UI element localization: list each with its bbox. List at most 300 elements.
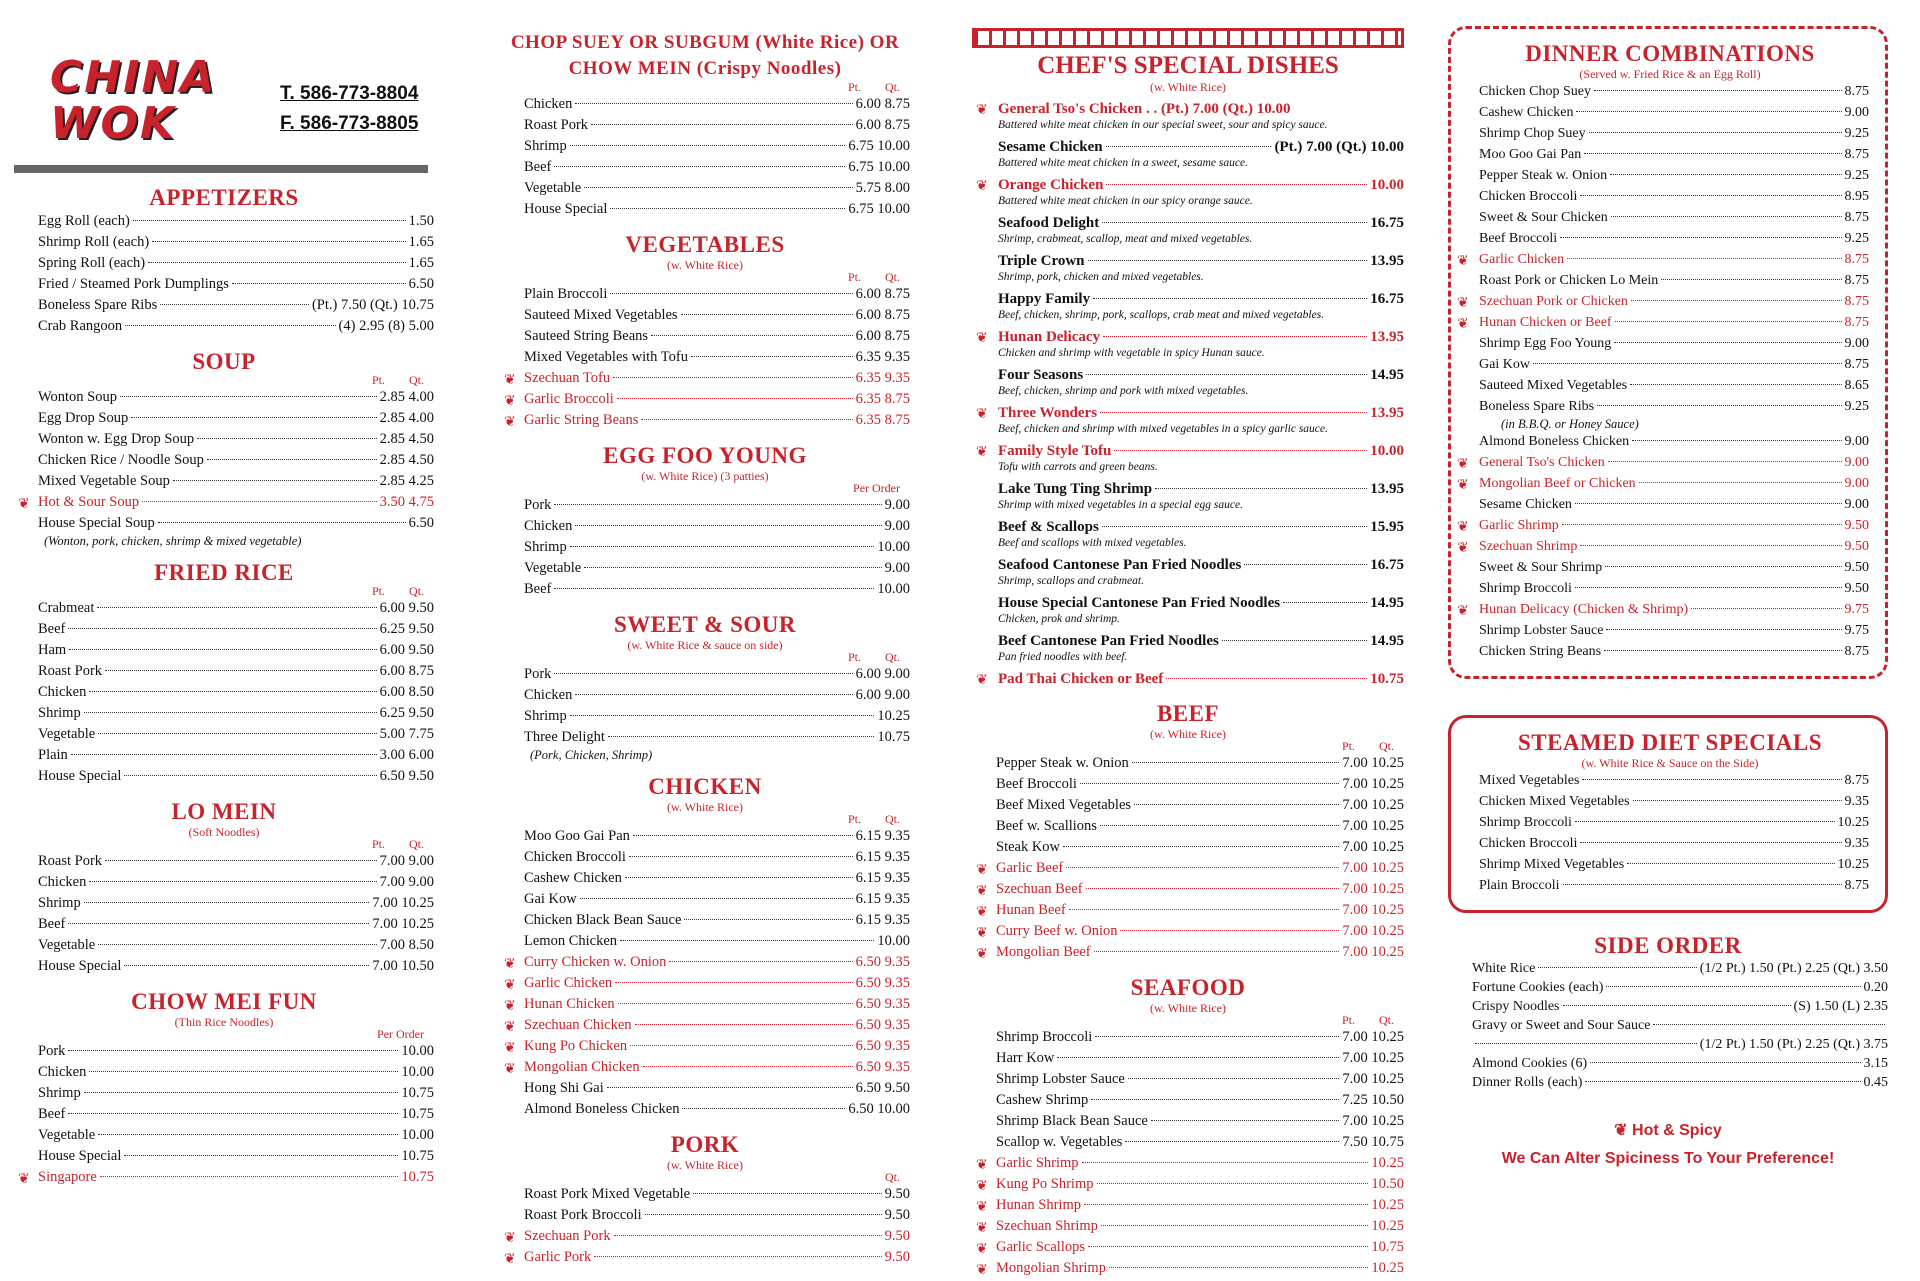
menu-item[interactable]: [500, 178, 910, 199]
menu-item[interactable]: [500, 537, 910, 558]
menu-item[interactable]: [1457, 536, 1869, 557]
item-name: Shrimp Lobster Sauce: [996, 1071, 1125, 1087]
item-description: Beef, chicken, shrimp, pork, scallops, crab meat and mixed vegetables.: [998, 309, 1325, 321]
menu-item[interactable]: [14, 1104, 434, 1125]
item-price: 9.00: [1844, 497, 1869, 512]
item-name: Four Seasons: [998, 367, 1084, 383]
menu-item[interactable]: [972, 879, 1404, 900]
menu-item[interactable]: [500, 847, 910, 868]
menu-item[interactable]: [1471, 81, 1869, 102]
dot-leader: [681, 314, 853, 315]
menu-item[interactable]: [1471, 812, 1869, 833]
menu-item[interactable]: [1471, 791, 1869, 812]
menu-item[interactable]: [500, 199, 910, 220]
menu-item[interactable]: [500, 1226, 910, 1247]
chili-pepper-icon: ❦: [1457, 316, 1469, 332]
menu-item[interactable]: [500, 558, 910, 579]
item-price: 10.00: [1370, 177, 1404, 193]
dot-leader: [554, 504, 881, 505]
item-price: 10.00: [877, 933, 910, 949]
item-price: 9.35: [1844, 836, 1869, 851]
item-name: Crispy Noodles: [1472, 999, 1560, 1014]
menu-item[interactable]: [500, 1015, 910, 1036]
menu-item[interactable]: [14, 956, 434, 977]
dot-leader: [68, 923, 369, 924]
dot-leader: [1063, 846, 1339, 847]
menu-item[interactable]: [500, 516, 910, 537]
fax-number: F. 586-773-8805: [280, 113, 419, 134]
item-name: Cashew Chicken: [1479, 105, 1574, 120]
menu-item[interactable]: [500, 952, 910, 973]
chef-special-item[interactable]: [972, 100, 1404, 132]
menu-item[interactable]: [972, 921, 1404, 942]
menu-item[interactable]: [500, 994, 910, 1015]
menu-item[interactable]: [972, 1153, 1404, 1174]
menu-item[interactable]: [1471, 854, 1869, 875]
item-name: Garlic Scallops: [996, 1239, 1085, 1255]
item-name: Beef Broccoli: [996, 776, 1077, 792]
menu-item[interactable]: [1471, 557, 1869, 578]
section-title: APPETIZERS: [149, 185, 299, 210]
menu-item[interactable]: [972, 1195, 1404, 1216]
menu-item[interactable]: [1471, 354, 1869, 375]
dot-leader: [570, 145, 846, 146]
dot-leader: [98, 733, 376, 734]
diet-specials-list: [1471, 770, 1869, 896]
item-price: 9.50: [884, 1249, 910, 1265]
dot-leader: [1114, 450, 1367, 451]
menu-column-2: [500, 0, 910, 1268]
menu-item[interactable]: [14, 1083, 434, 1104]
price-column-headers: [500, 1170, 910, 1184]
menu-item[interactable]: [972, 1048, 1404, 1069]
menu-item[interactable]: [500, 1184, 910, 1205]
menu-item[interactable]: [972, 900, 1404, 921]
menu-item[interactable]: [1471, 770, 1869, 791]
item-name: Roast Pork Broccoli: [524, 1207, 642, 1223]
item-price: 9.00: [884, 560, 910, 576]
menu-item[interactable]: [14, 935, 434, 956]
menu-item[interactable]: [500, 579, 910, 600]
menu-item[interactable]: [14, 893, 434, 914]
chef-item-line: [998, 404, 1404, 423]
spiciness-note: We Can Alter Spiciness To Your Preference!: [1501, 1150, 1835, 1167]
dot-leader: [684, 919, 852, 920]
dot-leader: [89, 1071, 398, 1072]
menu-item[interactable]: [500, 889, 910, 910]
item-price: 10.00: [401, 1127, 434, 1143]
item-price: 6.50 9.35: [855, 1038, 910, 1054]
chili-pepper-icon: ❦: [1457, 603, 1469, 619]
chef-special-item[interactable]: [972, 328, 1404, 360]
item-price: 9.50: [1844, 581, 1869, 596]
dot-leader: [575, 525, 881, 526]
item-price: 9.00: [1844, 105, 1869, 120]
menu-item[interactable]: [972, 1132, 1404, 1153]
item-price: 6.35 9.35: [855, 370, 910, 386]
chef-special-item[interactable]: [972, 214, 1404, 246]
item-price: 9.00: [1844, 476, 1869, 491]
dot-leader: [1151, 1120, 1340, 1121]
chef-special-item[interactable]: [972, 518, 1404, 550]
dot-leader: [635, 1024, 853, 1025]
item-name: Mongolian Beef or Chicken: [1479, 476, 1636, 491]
menu-item[interactable]: [500, 94, 910, 115]
chef-special-item[interactable]: [972, 252, 1404, 284]
chef-item-line: [998, 632, 1404, 651]
menu-item[interactable]: [14, 914, 434, 935]
menu-item[interactable]: [500, 1078, 910, 1099]
menu-item[interactable]: [14, 724, 434, 745]
item-price: 8.75: [1844, 273, 1869, 288]
section-subtitle: (w. White Rice): [1150, 727, 1226, 741]
menu-item[interactable]: [500, 136, 910, 157]
item-name: Moo Goo Gai Pan: [524, 828, 630, 844]
item-name: Shrimp Broccoli: [1479, 581, 1572, 596]
menu-item[interactable]: [500, 368, 910, 389]
menu-item[interactable]: [14, 745, 434, 766]
phone-number[interactable]: T. 586-773-8804: [280, 83, 419, 104]
item-name: Orange Chicken: [998, 177, 1104, 193]
menu-item[interactable]: [500, 727, 910, 748]
item-price: 8.75: [1844, 878, 1869, 893]
menu-item[interactable]: [500, 326, 910, 347]
chef-special-item[interactable]: [972, 670, 1404, 689]
item-price: 13.95: [1370, 329, 1404, 345]
item-price: 6.15 9.35: [855, 891, 910, 907]
item-name: Gai Kow: [1479, 357, 1530, 372]
menu-item[interactable]: [14, 295, 434, 316]
item-price: 7.00 10.25: [1342, 860, 1404, 876]
menu-item[interactable]: [14, 232, 434, 253]
menu-item[interactable]: [14, 619, 434, 640]
menu-item[interactable]: [14, 1146, 434, 1167]
dot-leader: [1606, 629, 1841, 630]
greek-key-border: [972, 28, 1404, 48]
menu-item[interactable]: [14, 211, 434, 232]
chef-item-line: [998, 100, 1404, 119]
menu-item[interactable]: [14, 450, 434, 471]
menu-item[interactable]: [1471, 207, 1869, 228]
menu-item[interactable]: [14, 1062, 434, 1083]
item-name: Almond Cookies (6): [1472, 1056, 1588, 1071]
chef-special-item[interactable]: [972, 480, 1404, 512]
menu-item[interactable]: [1471, 123, 1869, 144]
section-subtitle: (w. White Rice) (3 patties): [641, 469, 769, 483]
item-description: Shrimp, pork, chicken and mixed vegetables.: [998, 271, 1204, 283]
item-price: 10.75: [877, 729, 910, 745]
item-price: 14.95: [1370, 633, 1404, 649]
menu-item[interactable]: [14, 766, 434, 787]
menu-item[interactable]: [1448, 959, 1888, 978]
item-price: 6.50 9.50: [855, 1080, 910, 1096]
chef-special-item[interactable]: [972, 366, 1404, 398]
menu-item[interactable]: [972, 942, 1404, 963]
chili-pepper-icon: ❦: [504, 998, 516, 1014]
item-name: Beef: [38, 916, 66, 932]
section-subtitle: (w. White Rice): [667, 258, 743, 272]
menu-item[interactable]: [1471, 620, 1869, 641]
menu-item[interactable]: [1457, 452, 1869, 473]
menu-item[interactable]: [972, 1174, 1404, 1195]
menu-item[interactable]: [500, 1057, 910, 1078]
menu-item[interactable]: [14, 682, 434, 703]
dot-leader: [105, 860, 377, 861]
menu-item[interactable]: [14, 429, 434, 450]
dot-leader: [1585, 1081, 1860, 1082]
menu-item[interactable]: [1471, 875, 1869, 896]
menu-item[interactable]: [1457, 291, 1869, 312]
item-price: 7.00 8.50: [379, 937, 434, 953]
chef-special-item[interactable]: [972, 138, 1404, 170]
menu-item[interactable]: [972, 1258, 1404, 1279]
menu-item[interactable]: [1471, 144, 1869, 165]
item-name: Plain: [38, 747, 68, 763]
menu-item[interactable]: [1457, 312, 1869, 333]
menu-item[interactable]: [972, 1027, 1404, 1048]
menu-item[interactable]: [1471, 375, 1869, 396]
menu-item[interactable]: [14, 408, 434, 429]
menu-item[interactable]: [1471, 186, 1869, 207]
menu-item[interactable]: [1471, 270, 1869, 291]
menu-item[interactable]: [14, 274, 434, 295]
item-price: 6.35 8.75: [855, 412, 910, 428]
chef-special-item[interactable]: [972, 556, 1404, 588]
item-price: 9.00: [1844, 455, 1869, 470]
item-name: Sauteed Mixed Vegetables: [1479, 378, 1628, 393]
menu-item[interactable]: [972, 1090, 1404, 1111]
dot-leader: [682, 1108, 845, 1109]
price-column-headers: [14, 584, 434, 598]
item-price: 9.00: [884, 497, 910, 513]
item-price: 6.15 9.35: [855, 912, 910, 928]
item-price: 7.00 10.25: [1342, 902, 1404, 918]
menu-item[interactable]: [1457, 249, 1869, 270]
chef-special-item[interactable]: [972, 176, 1404, 208]
item-price: 9.25: [1844, 231, 1869, 246]
item-price: 8.75: [1844, 252, 1869, 267]
chef-special-item[interactable]: [972, 632, 1404, 664]
dot-leader: [1086, 374, 1367, 375]
menu-item[interactable]: [1448, 1016, 1888, 1035]
dot-leader: [570, 715, 875, 716]
dot-leader: [1084, 1204, 1368, 1205]
item-name: General Tso's Chicken . . (Pt.) 7.00 (Qt.) 10.00: [998, 101, 1291, 117]
menu-item[interactable]: [14, 513, 434, 534]
menu-item[interactable]: [500, 973, 910, 994]
menu-item[interactable]: [14, 872, 434, 893]
item-price: 6.75 10.00: [848, 201, 910, 217]
menu-item[interactable]: [14, 598, 434, 619]
menu-item[interactable]: [14, 387, 434, 408]
dot-leader: [554, 588, 874, 589]
item-price: 16.75: [1370, 291, 1404, 307]
menu-item[interactable]: [14, 1167, 434, 1188]
menu-item[interactable]: [500, 931, 910, 952]
chef-specials-list: [972, 100, 1404, 689]
menu-item[interactable]: [14, 471, 434, 492]
item-price: 10.25: [1371, 1155, 1404, 1171]
menu-item[interactable]: [1448, 1073, 1888, 1092]
price-column-label: Qt.: [409, 373, 424, 387]
column-3-sections: [972, 701, 1404, 1279]
menu-item[interactable]: [500, 868, 910, 889]
chef-special-item[interactable]: [972, 442, 1404, 474]
section-title: CHOW MEI FUN: [131, 989, 317, 1014]
chef-special-item[interactable]: [972, 404, 1404, 436]
menu-item[interactable]: [972, 1111, 1404, 1132]
dot-leader: [584, 567, 881, 568]
item-name: Beef Mixed Vegetables: [996, 797, 1132, 813]
menu-item[interactable]: [1471, 641, 1869, 662]
item-name: Chicken: [524, 96, 573, 112]
menu-item[interactable]: [1457, 473, 1869, 494]
dot-leader: [575, 694, 852, 695]
menu-item[interactable]: [1471, 833, 1869, 854]
menu-item[interactable]: [1471, 578, 1869, 599]
item-price: 6.50: [408, 515, 434, 531]
menu-item[interactable]: [14, 851, 434, 872]
chef-item-line: [998, 594, 1404, 613]
menu-item[interactable]: [1457, 515, 1869, 536]
menu-item[interactable]: [14, 253, 434, 274]
menu-column-1: [14, 0, 434, 1188]
menu-item[interactable]: [500, 410, 910, 431]
item-price: 8.75: [1844, 773, 1869, 788]
item-price: 7.00 10.25: [1342, 881, 1404, 897]
menu-item[interactable]: [14, 492, 434, 513]
menu-item[interactable]: [500, 347, 910, 368]
item-name: Hunan Delicacy: [998, 329, 1101, 345]
price-column-label: Qt.: [885, 812, 900, 826]
item-price: 8.75: [1844, 294, 1869, 309]
chef-special-item[interactable]: [972, 594, 1404, 626]
menu-item[interactable]: [500, 389, 910, 410]
item-name: Garlic Shrimp: [996, 1155, 1079, 1171]
chili-pepper-icon: ❦: [976, 1178, 988, 1194]
menu-item[interactable]: [1448, 997, 1888, 1016]
menu-item[interactable]: [1471, 228, 1869, 249]
menu-item[interactable]: [1471, 494, 1869, 515]
side-order-list: [1448, 959, 1888, 1092]
menu-item[interactable]: [1457, 599, 1869, 620]
diet-specials-box: [1448, 715, 1888, 913]
menu-item[interactable]: [1471, 165, 1869, 186]
menu-item[interactable]: [14, 640, 434, 661]
item-name: General Tso's Chicken: [1479, 455, 1605, 470]
dot-leader: [608, 736, 874, 737]
item-note: (Pork, Chicken, Shrimp): [530, 748, 653, 762]
menu-item[interactable]: [972, 1237, 1404, 1258]
menu-item[interactable]: [500, 1247, 910, 1268]
menu-item[interactable]: [1448, 1035, 1888, 1054]
menu-item[interactable]: [14, 316, 434, 337]
menu-item[interactable]: [14, 703, 434, 724]
item-price: 16.75: [1370, 557, 1404, 573]
menu-item[interactable]: [972, 858, 1404, 879]
menu-item[interactable]: [1471, 102, 1869, 123]
item-name: Chicken Chop Suey: [1479, 84, 1591, 99]
price-column-label: Pt.: [371, 584, 385, 598]
item-name: Garlic Broccoli: [524, 391, 614, 407]
menu-item[interactable]: [972, 1216, 1404, 1237]
menu-item[interactable]: [972, 816, 1404, 837]
chili-pepper-icon: ❦: [1457, 477, 1469, 493]
price-column-label: Qt.: [885, 1170, 900, 1184]
menu-item[interactable]: [1471, 431, 1869, 452]
dot-leader: [1590, 1062, 1860, 1063]
chef-special-item[interactable]: [972, 290, 1404, 322]
menu-item[interactable]: [500, 495, 910, 516]
item-name: Chicken: [524, 687, 573, 703]
dot-leader: [554, 166, 845, 167]
menu-item[interactable]: [500, 305, 910, 326]
item-name: Chicken Broccoli: [1479, 836, 1578, 851]
menu-item[interactable]: [500, 1099, 910, 1120]
item-name: Singapore: [38, 1169, 97, 1185]
menu-item[interactable]: [500, 826, 910, 847]
item-name: Garlic String Beans: [524, 412, 639, 428]
menu-item[interactable]: [14, 1041, 434, 1062]
item-name: Shrimp: [524, 708, 567, 724]
menu-item[interactable]: [1448, 978, 1888, 997]
item-price: 2.85 4.50: [379, 452, 434, 468]
item-name: Shrimp Egg Foo Young: [1479, 336, 1612, 351]
menu-item[interactable]: [500, 664, 910, 685]
dot-leader: [669, 961, 852, 962]
menu-item[interactable]: [972, 753, 1404, 774]
dot-leader: [1057, 1057, 1339, 1058]
menu-item[interactable]: [14, 1125, 434, 1146]
menu-item[interactable]: [500, 1205, 910, 1226]
menu-item[interactable]: [1471, 396, 1869, 417]
dot-leader: [693, 1193, 882, 1194]
menu-item[interactable]: [500, 157, 910, 178]
item-name: Roast Pork: [38, 853, 103, 869]
item-name: Roast Pork Mixed Vegetable: [524, 1186, 691, 1202]
item-name: Sauteed String Beans: [524, 328, 649, 344]
item-name: Egg Roll (each): [38, 213, 130, 229]
menu-item[interactable]: [972, 774, 1404, 795]
menu-item[interactable]: [972, 1069, 1404, 1090]
menu-item[interactable]: [500, 706, 910, 727]
item-name: Egg Drop Soup: [38, 410, 129, 426]
menu-item[interactable]: [1448, 1054, 1888, 1073]
item-price: (4) 2.95 (8) 5.00: [338, 318, 434, 334]
price-column-label: Pt.: [847, 650, 861, 664]
menu-item[interactable]: [500, 1036, 910, 1057]
dot-leader: [1575, 821, 1835, 822]
menu-item[interactable]: [500, 910, 910, 931]
menu-item[interactable]: [972, 795, 1404, 816]
dot-leader: [120, 396, 377, 397]
dot-leader: [1563, 884, 1842, 885]
menu-item[interactable]: [500, 685, 910, 706]
dot-leader: [554, 673, 852, 674]
price-column-label: Pt.: [371, 837, 385, 851]
menu-item[interactable]: [500, 284, 910, 305]
item-description: Shrimp, crabmeat, scallop, meat and mixed vegetables.: [998, 233, 1253, 245]
item-price: 7.00 10.25: [1342, 1071, 1404, 1087]
menu-item[interactable]: [1471, 333, 1869, 354]
item-name: Chicken: [38, 874, 87, 890]
item-name: Roast Pork: [38, 663, 103, 679]
item-name: Three Wonders: [998, 405, 1098, 421]
chef-item-line: [998, 556, 1404, 575]
menu-item[interactable]: [972, 837, 1404, 858]
menu-item[interactable]: [500, 115, 910, 136]
menu-item[interactable]: [14, 661, 434, 682]
